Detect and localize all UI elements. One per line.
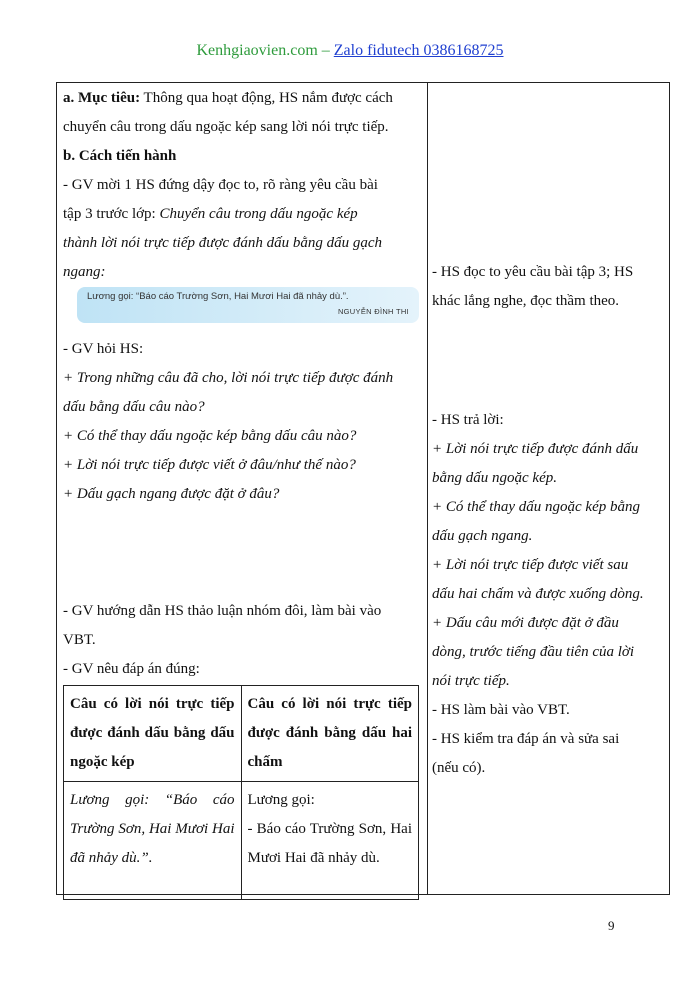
hs-check-1: - HS kiểm tra đáp án và sửa sai	[432, 731, 620, 747]
objective-text-1: Thông qua hoạt động, HS nắm được cách	[140, 90, 393, 106]
gv-invite-3: thành lời nói trực tiếp được đánh dấu bằng dấu gạch	[63, 235, 383, 251]
objective-text-2: chuyển câu trong dấu ngoặc kép sang lời nói trực tiếp.	[63, 119, 389, 135]
question-4: + Dấu gạch ngang được đặt ở đâu?	[63, 486, 280, 502]
hs-check-2: (nếu có).	[432, 760, 486, 776]
header-zalo-link[interactable]: Zalo fidutech 0386168725	[333, 42, 504, 59]
header-site[interactable]: Kenhgiaovien.com	[196, 42, 318, 59]
answer-3-line-1: + Lời nói trực tiếp được viết sau	[432, 557, 629, 573]
answer-4-line-3: nói trực tiếp.	[432, 673, 510, 689]
teacher-column-top	[63, 84, 423, 287]
answer-2-line-2: dấu gạch ngang.	[432, 528, 533, 544]
hs-answer: - HS trả lời:	[432, 412, 504, 428]
gv-invite-1: - GV mời 1 HS đứng dậy đọc to, rõ ràng yêu cầu bài	[63, 177, 378, 193]
hs-read-2: khác lắng nghe, đọc thầm theo.	[432, 293, 620, 309]
answer-1-line-2: bằng dấu ngoặc kép.	[432, 470, 557, 486]
question-3: + Lời nói trực tiếp được viết ở đâu/như thế nào?	[63, 457, 356, 473]
answer-4-line-1: + Dấu câu mới được đặt ở đầu	[432, 615, 619, 631]
answer-3-line-2: dấu hai chấm và được xuống dòng.	[432, 586, 644, 602]
answer-2-line-1: + Có thể thay dấu ngoặc kép bằng	[432, 499, 641, 515]
column-divider	[427, 82, 428, 895]
hs-read-1: - HS đọc to yêu cầu bài tập 3; HS	[432, 264, 634, 280]
answer-1-line-1: + Lời nói trực tiếp được đánh dấu	[432, 441, 639, 457]
gv-invite-2a: tập 3 trước lớp:	[63, 206, 160, 222]
answer-intro: - GV nêu đáp án đúng:	[63, 661, 200, 677]
answer-table-head-left: Câu có lời nói trực tiếp được đánh dấu bằng dấu ngoặc kép	[64, 686, 242, 782]
answer-table-cell-right	[241, 782, 419, 900]
objective-label: a. Mục tiêu:	[63, 90, 141, 106]
question-1-line-1: + Trong những câu đã cho, lời nói trực tiếp được đánh	[63, 370, 394, 386]
student-column-read	[432, 258, 664, 316]
answer-4-line-2: dòng, trước tiếng đầu tiên của lời	[432, 644, 635, 660]
gv-ask: - GV hỏi HS:	[63, 341, 144, 357]
page-number: 9	[608, 918, 615, 933]
gv-invite-2b: Chuyển câu trong dấu ngoặc kép	[159, 206, 358, 222]
guide-line-1: - GV hướng dẫn HS thảo luận nhóm đôi, làm bài vào	[63, 603, 382, 619]
page-header	[0, 42, 700, 60]
example-quote-box	[77, 287, 419, 323]
answer-table	[63, 685, 419, 900]
question-1-line-2: dấu bằng dấu câu nào?	[63, 399, 205, 415]
guide-line-2: VBT.	[63, 632, 96, 648]
gv-invite-4: ngang:	[63, 264, 106, 280]
teacher-column-guide	[63, 597, 423, 684]
student-column-answers	[432, 406, 664, 783]
answer-table-cell-left: Lương gọi: “Báo cáo Trường Sơn, Hai Mươi Hai đã nhảy dù.”.	[64, 782, 242, 900]
teacher-column-questions	[63, 335, 423, 509]
question-2: + Có thể thay dấu ngoặc kép bằng dấu câu nào?	[63, 428, 357, 444]
answer-cell-right-line-1: Lương gọi:	[247, 792, 315, 808]
hs-do: - HS làm bài vào VBT.	[432, 702, 570, 718]
example-quote-author: NGUYỄN ĐÌNH THI	[337, 307, 409, 316]
answer-table-head-right: Câu có lời nói trực tiếp được đánh bằng dấu hai chấm	[241, 686, 419, 782]
answer-cell-right-line-2: - Báo cáo Trường Sơn, Hai Mươi Hai đã nhảy dù.	[247, 821, 412, 866]
example-quote-text: Lương gọi: “Báo cáo Trường Sơn, Hai Mươi Hai đã nhảy dù.”.	[87, 291, 349, 302]
header-separator: –	[317, 42, 334, 59]
procedure-label: b. Cách tiến hành	[63, 148, 177, 164]
